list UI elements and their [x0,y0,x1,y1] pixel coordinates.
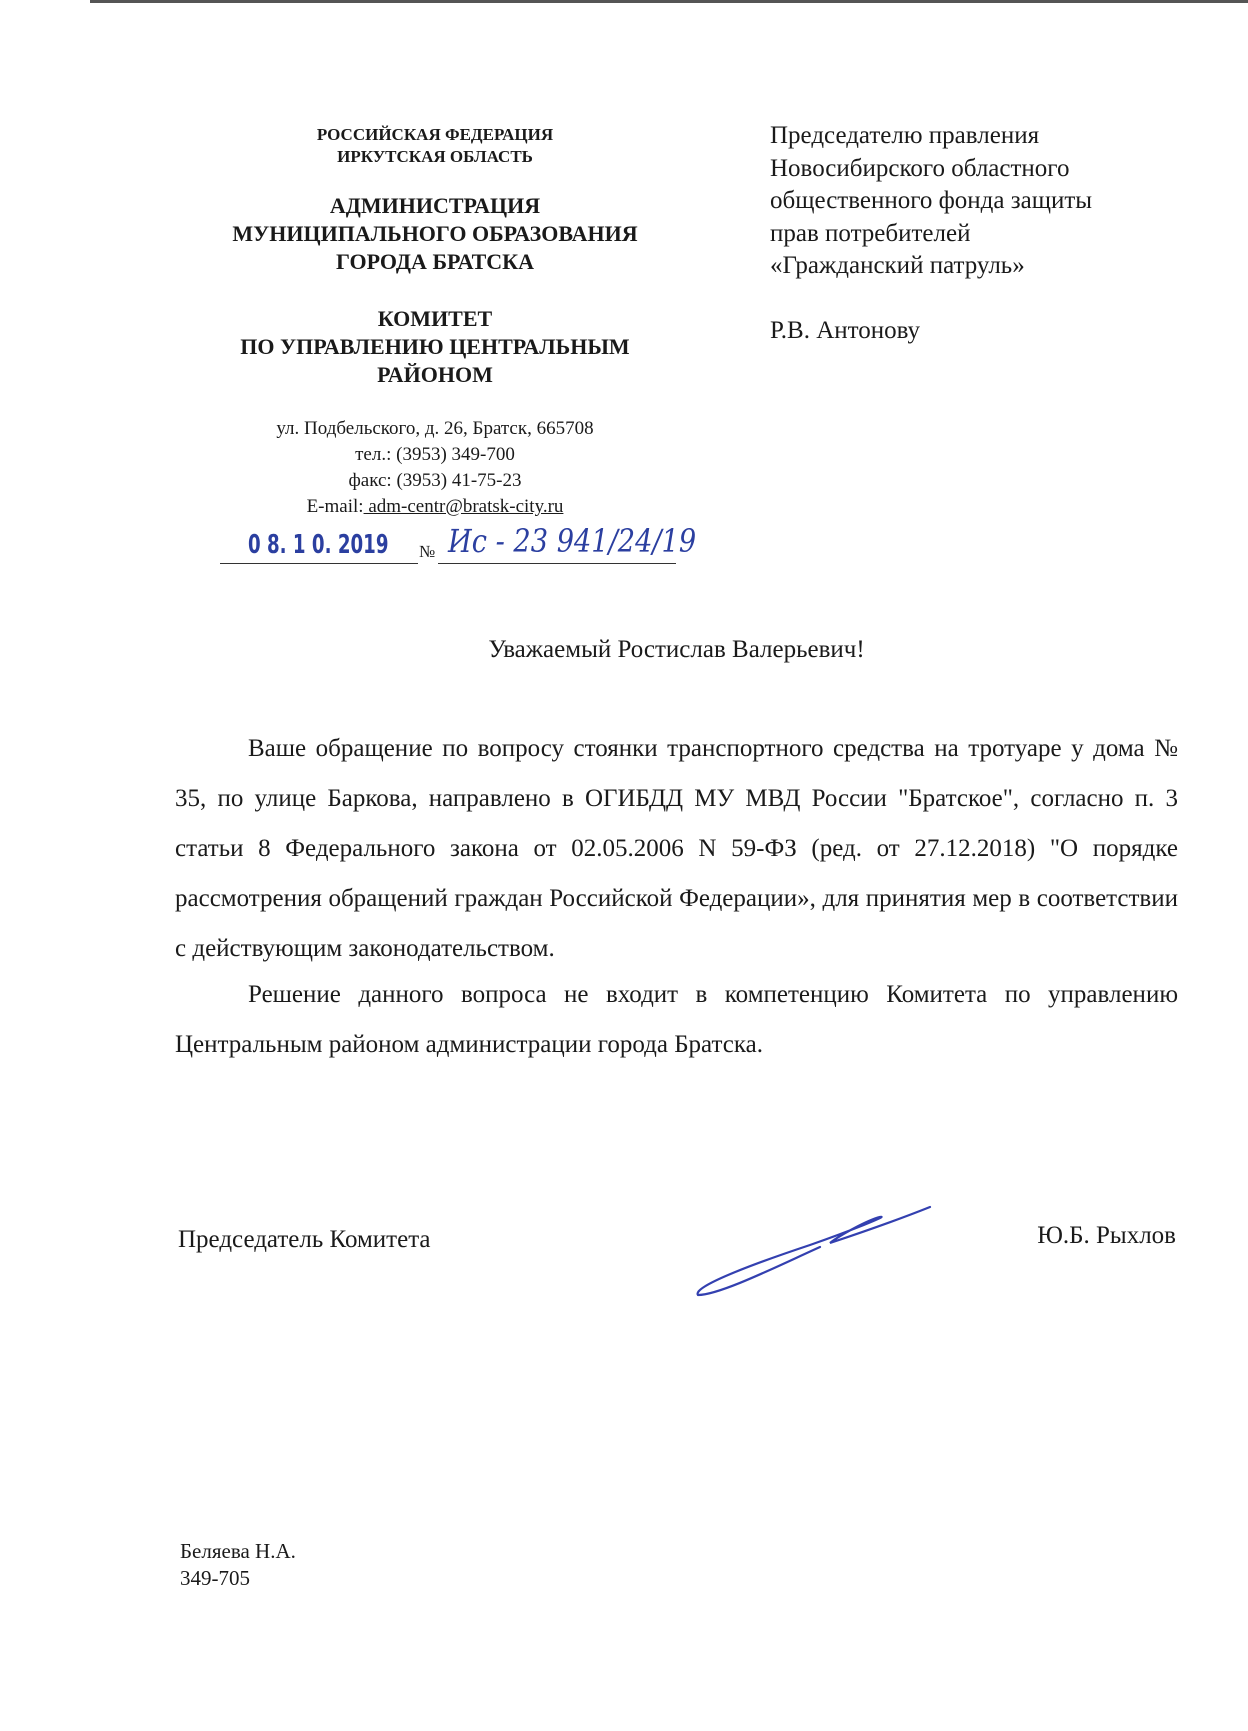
recipient-line: общественного фонда защиты [770,187,1093,214]
letterhead-org-block [185,192,685,276]
signer-name: Ю.Б. Рыхлов [1037,1222,1176,1249]
number-sign: № [419,542,436,561]
org-line: АДМИНИСТРАЦИЯ [329,193,541,218]
letter-body [175,724,1178,1070]
signer-position: Председатель Комитета [178,1226,431,1253]
body-paragraph: Ваше обращение по вопросу стоянки транспортного средства на тротуаре у дома № 35, по улице Баркова, направлено в ОГИБДД МУ МВД России "Братское", согласно п. 3 статьи 8 Федерального закона от 02.05.2006 N 59-ФЗ (ред. от 27.12.2018) "О порядке рассмотрения обращений граждан Российской Федерации», для принятия мер в соответствии с действующим законодательством. [175,735,1178,962]
recipient-line: Председателю правления [770,122,1040,149]
committee-line: КОМИТЕТ [377,306,493,331]
country: РОССИЙСКАЯ ФЕДЕРАЦИЯ [316,125,554,144]
date-stamp: 0 8. 1 0. 2019 [248,530,389,560]
recipient-block [770,120,1190,347]
recipient-line: прав потребителей [770,219,971,247]
email-label: E-mail: [306,496,364,517]
email-row [185,494,685,520]
recipient-line: «Гражданский патруль» [770,252,1025,279]
email-link[interactable]: adm-centr@bratsk-city.ru [363,496,564,517]
registration-number: Ис - 23 941/24/19 [448,522,697,560]
executor-phone: 349-705 [180,1566,250,1590]
number-underline [438,563,676,564]
executor-block [180,1538,296,1592]
org-line: МУНИЦИПАЛЬНОГО ОБРАЗОВАНИЯ [232,221,638,246]
contact-block [185,416,685,520]
recipient-name: Р.В. Антонову [770,316,921,344]
letterhead-country-block [185,124,685,168]
executor-name: Беляева Н.А. [180,1539,296,1563]
letterhead-committee-block [185,305,685,389]
date-underline [220,563,418,564]
body-paragraph: Решение данного вопроса не входит в компетенцию Комитета по управлению Центральным районом администрации города Братска. [175,981,1178,1058]
recipient-line: Новосибирского областного [770,154,1070,182]
fax: факс: (3953) 41-75-23 [348,470,522,491]
committee-line: ПО УПРАВЛЕНИЮ ЦЕНТРАЛЬНЫМ [240,334,630,359]
greeting: Уважаемый Ростислав Валерьевич! [488,636,865,663]
committee-line: РАЙОНОМ [377,362,493,387]
phone: тел.: (3953) 349-700 [355,444,515,465]
region: ИРКУТСКАЯ ОБЛАСТЬ [337,147,533,166]
handwritten-signature [690,1195,940,1305]
scan-edge-line [90,0,1248,3]
org-line: ГОРОДА БРАТСКА [336,249,534,274]
address: ул. Подбельского, д. 26, Братск, 665708 [276,418,594,439]
